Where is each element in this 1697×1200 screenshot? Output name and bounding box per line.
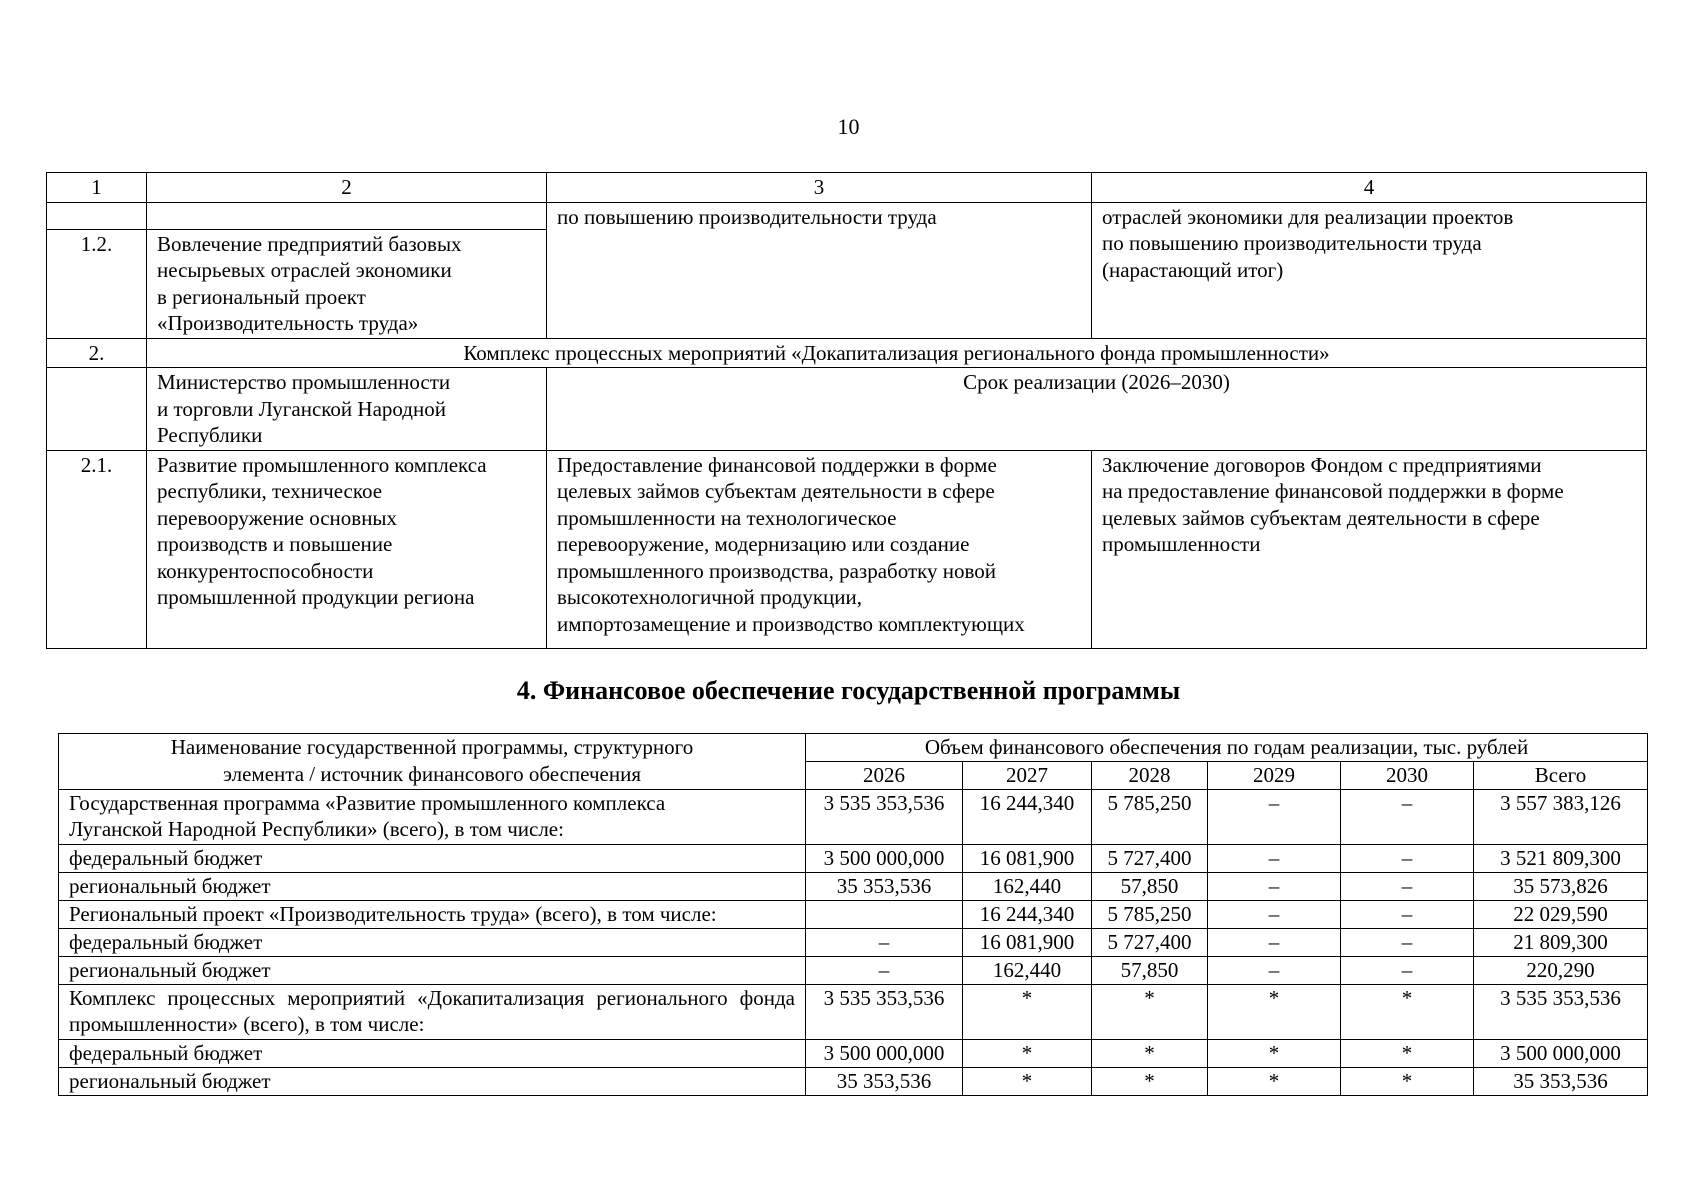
value-2030: – [1341,872,1474,900]
value-2027: 16 244,340 [963,789,1092,844]
column-number-4: 4 [1092,173,1647,203]
activity-name: Развитие промышленного комплекса республики, техническое перевооружение основных производств и повышение конкурентоспособности промышленной продукции региона [147,450,547,648]
value-total: 22 029,590 [1474,900,1648,928]
row-name: Государственная программа «Развитие промышленного комплекса Луганской Народной Республики» (всего), в том числе: [59,789,806,844]
header-year-2028: 2028 [1092,762,1208,790]
value-2029: – [1208,956,1341,984]
header-year-2026: 2026 [806,762,963,790]
header-year-2027: 2027 [963,762,1092,790]
complex-title: Комплекс процессных мероприятий «Докапитализация регионального фонда промышленности» [147,338,1647,368]
value-2029: – [1208,900,1341,928]
section-title: 4. Финансовое обеспечение государственной программы [516,676,1181,705]
value-2028: 5 727,400 [1092,928,1208,956]
table-row [47,450,1647,648]
value-2029: – [1208,872,1341,900]
table-header-row [47,173,1647,203]
table-row [59,928,1648,956]
row-name: федеральный бюджет [59,844,806,872]
value-2027: * [963,1067,1092,1095]
table-row [59,789,1648,844]
header-total: Всего [1474,762,1648,790]
value-2028: 5 727,400 [1092,844,1208,872]
value-2026: 35 353,536 [806,872,963,900]
value-2028: 5 785,250 [1092,789,1208,844]
row-name: федеральный бюджет [59,928,806,956]
activities-table [46,172,1647,649]
value-2028: 57,850 [1092,872,1208,900]
activity-name: Вовлечение предприятий базовых несырьевых отраслей экономики в региональный проект «Производительность труда» [147,229,547,338]
value-2026: 3 535 353,536 [806,984,963,1039]
value-2030: * [1341,1067,1474,1095]
value-2027: 162,440 [963,872,1092,900]
value-2027: 162,440 [963,956,1092,984]
column-number-1: 1 [47,173,147,203]
value-2029: * [1208,1039,1341,1067]
value-2030: * [1341,984,1474,1039]
table-row [59,844,1648,872]
column-number-2: 2 [147,173,547,203]
table-row [59,984,1648,1039]
financing-table [58,733,1648,1096]
value-2030: – [1341,789,1474,844]
table-row [47,338,1647,368]
value-total: 21 809,300 [1474,928,1648,956]
continued-task-cell: по повышению производительности труда [547,202,1092,338]
table-header-row [59,734,1648,762]
column-number-3: 3 [547,173,1092,203]
value-2026: – [806,928,963,956]
header-financing-volume: Объем финансового обеспечения по годам реализации, тыс. рублей [806,734,1648,762]
value-2030: – [1341,844,1474,872]
value-total: 3 521 809,300 [1474,844,1648,872]
value-total: 220,290 [1474,956,1648,984]
table-row [59,1067,1648,1095]
value-2026: 35 353,536 [806,1067,963,1095]
value-2027: 16 081,900 [963,844,1092,872]
value-2030: * [1341,1039,1474,1067]
value-2027: 16 244,340 [963,900,1092,928]
value-2028: 57,850 [1092,956,1208,984]
value-total: 35 573,826 [1474,872,1648,900]
task-description: Предоставление финансовой поддержки в форме целевых займов субъектам деятельности в сфере промышленности на технологическое перевооружение, модернизацию или создание промышленного производства, разработку новой высокотехнологичной продукции, импортозамещение и производство комплектующих [547,450,1092,648]
value-2030: – [1341,900,1474,928]
value-2026: 3 500 000,000 [806,844,963,872]
responsible-ministry: Министерство промышленности и торговли Луганской Народной Республики [147,368,547,451]
value-2028: * [1092,1039,1208,1067]
implementation-term: Срок реализации (2026–2030) [547,368,1647,451]
empty-cell [47,202,147,229]
row-name: региональный бюджет [59,872,806,900]
value-2028: 5 785,250 [1092,900,1208,928]
row-name: региональный бюджет [59,956,806,984]
value-2030: – [1341,956,1474,984]
value-2026: – [806,956,963,984]
value-2029: * [1208,1067,1341,1095]
value-2026: 3 500 000,000 [806,1039,963,1067]
table-row [59,956,1648,984]
page-number: 10 [837,114,860,139]
value-2027: * [963,1039,1092,1067]
value-2029: * [1208,984,1341,1039]
header-program-name: Наименование государственной программы, структурного элемента / источник финансового обеспечения [59,734,806,790]
row-name: Комплекс процессных мероприятий «Докапитализация регионального фонда промышленности» (всего), в том числе: [59,984,806,1039]
value-2030: – [1341,928,1474,956]
value-2027: * [963,984,1092,1039]
value-2029: – [1208,789,1341,844]
table-row [47,368,1647,451]
row-name: региональный бюджет [59,1067,806,1095]
value-total: 3 557 383,126 [1474,789,1648,844]
table-row [47,202,1647,229]
value-total: 3 535 353,536 [1474,984,1648,1039]
value-total: 35 353,536 [1474,1067,1648,1095]
table-row [59,900,1648,928]
result-description: Заключение договоров Фондом с предприятиями на предоставление финансовой поддержки в форме целевых займов субъектам деятельности в сфере промышленности [1092,450,1647,648]
empty-cell [147,202,547,229]
value-total: 3 500 000,000 [1474,1039,1648,1067]
row-number: 1.2. [47,229,147,338]
value-2026: 3 535 353,536 [806,789,963,844]
table-row [59,872,1648,900]
row-name: федеральный бюджет [59,1039,806,1067]
table-row [59,1039,1648,1067]
value-2028: * [1092,984,1208,1039]
header-year-2029: 2029 [1208,762,1341,790]
continued-result-cell: отраслей экономики для реализации проектов по повышению производительности труда (нарастающий итог) [1092,202,1647,338]
value-2026 [806,900,963,928]
value-2029: – [1208,844,1341,872]
value-2028: * [1092,1067,1208,1095]
value-2029: – [1208,928,1341,956]
header-year-2030: 2030 [1341,762,1474,790]
value-2027: 16 081,900 [963,928,1092,956]
row-number: 2.1. [47,450,147,648]
row-number: 2. [47,338,147,368]
empty-cell [47,368,147,451]
row-name: Региональный проект «Производительность труда» (всего), в том числе: [59,900,806,928]
